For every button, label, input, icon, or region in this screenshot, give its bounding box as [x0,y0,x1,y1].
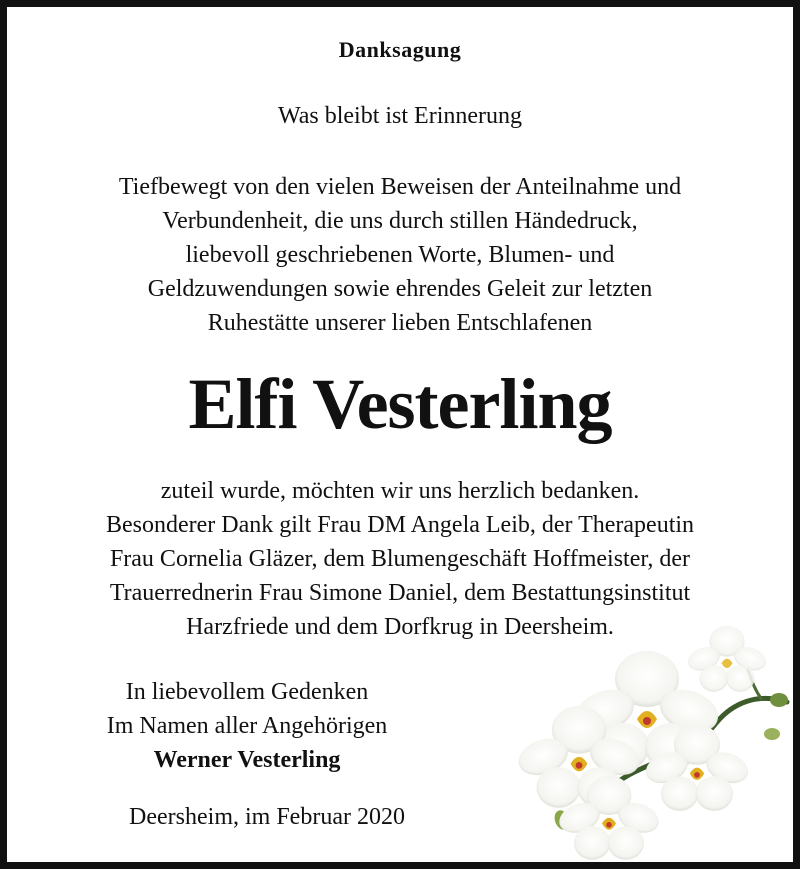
thanks-line: zuteil wurde, möchten wir uns herzlich bedanken. [160,478,640,504]
notice-motto: Was bleibt ist Erinnerung [277,103,523,129]
thanks-paragraph [7,474,793,644]
intro-line: Tiefbewegt von den vielen Beweisen der Anteilnahme und [118,174,682,200]
intro-paragraph [7,170,793,340]
white-orchid-branch-icon [517,622,797,867]
thanks-line: Frau Cornelia Gläzer, dem Blumengeschäft Hoffmeister, der [109,546,691,572]
intro-line: Geldzuwendungen sowie ehrendes Geleit zur letzten [147,276,653,302]
signer-name: Werner Vesterling [153,747,341,773]
intro-line: Verbundenheit, die uns durch stillen Händedruck, [162,208,638,234]
place-date: Deersheim, im Februar 2020 [129,804,405,830]
intro-line: Ruhestätte unserer lieben Entschlafenen [207,310,593,336]
thanks-line: Trauerrednerin Frau Simone Daniel, dem Bestattungsinstitut [109,580,691,606]
notice-heading: Danksagung [338,37,462,62]
deceased-name: Elfi Vesterling [188,364,612,444]
thanks-line: Besonderer Dank gilt Frau DM Angela Leib, der Therapeutin [105,512,695,538]
intro-line: liebevoll geschriebenen Worte, Blumen- und [185,242,615,268]
closing-line: Im Namen aller Angehörigen [106,713,388,739]
closing-block [87,675,407,777]
closing-line: In liebevollem Gedenken [125,679,369,705]
thanks-line: Harzfriede und dem Dorfkrug in Deersheim. [186,614,614,640]
